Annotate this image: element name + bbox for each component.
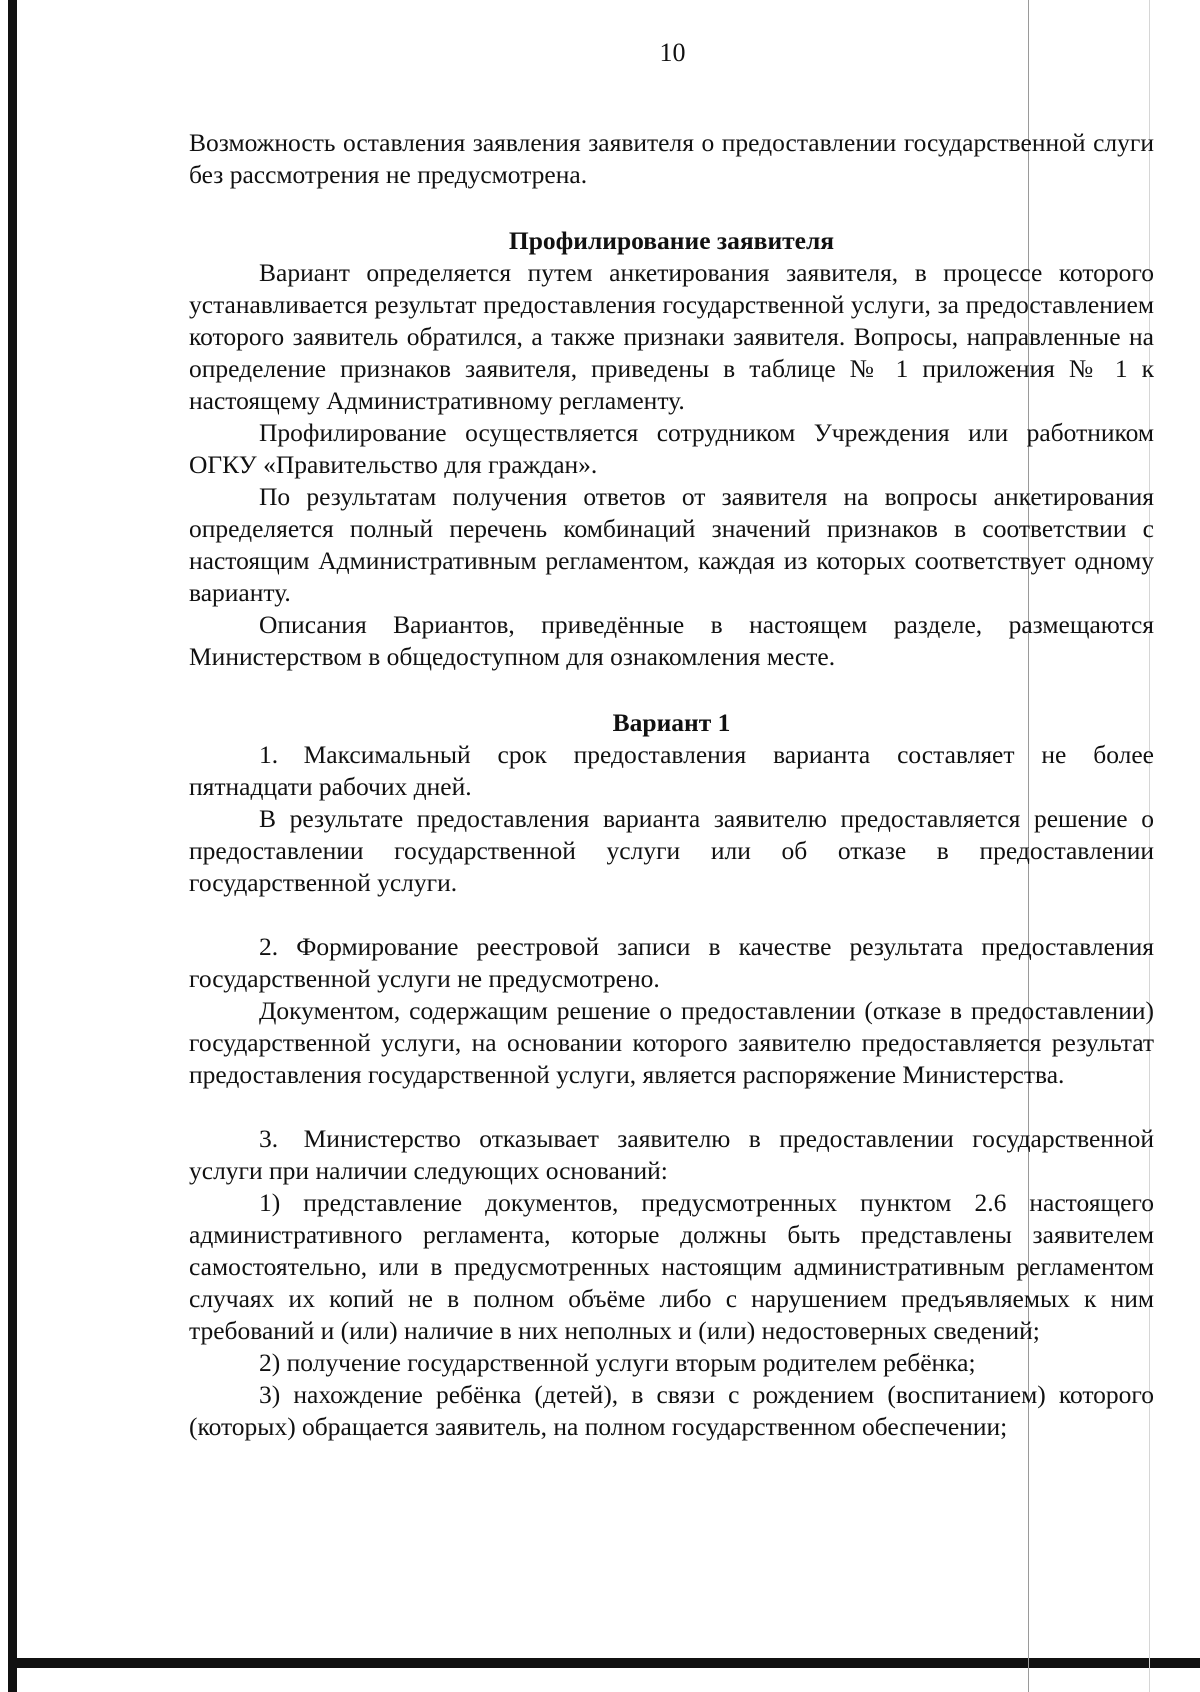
paragraph-survey-results: По результатам получения ответов от заявителя на вопросы анкетирования определяется полный перечень комбинаций значений признаков в соответствии с настоящим Административным регламентом, каждая из которых соответствует одному варианту. [189,482,1154,607]
paragraph-variant-descriptions: Описания Вариантов, приведённые в настоящем разделе, размещаются Министерством в общедоступном для ознакомления месте. [189,610,1154,671]
scan-edge-left [8,0,17,1692]
list-item-ground-3: 3) нахождение ребёнка (детей), в связи с рождением (воспитанием) которого (которых) обращается заявитель, на полном государственном обеспечении; [189,1380,1154,1441]
paragraph-decision-document: Документом, содержащим решение о предоставлении (отказе в предоставлении) государственной услуги, на основании которого заявителю предоставляется результат предоставления государственной услуги, является распоряжение Министерства. [189,996,1154,1089]
paragraph-max-term: 1. Максимальный срок предоставления варианта составляет не более пятнадцати рабочих дней. [189,740,1154,801]
list-item-ground-1: 1) представление документов, предусмотренных пунктом 2.6 настоящего административного регламента, которые должны быть представлены заявителем самостоятельно, или в предусмотренных настоящим административным регламентом случаях их копий не в полном объёме либо с нарушением предъявляемых к ним требований и (или) наличие в них неполных и (или) недостоверных сведений; [189,1188,1154,1345]
paragraph-registry-record: 2. Формирование реестровой записи в качестве результата предоставления государственной услуги не предусмотрено. [189,932,1154,993]
scan-edge-bottom [8,1658,1200,1668]
list-item-ground-2: 2) получение государственной услуги вторым родителем ребёнка; [259,1348,976,1377]
heading-applicant-profiling: Профилирование заявителя [508,226,835,255]
heading-variant-1: Вариант 1 [612,708,731,737]
document-body [189,127,1154,1443]
page-number: 10 [659,38,686,67]
paragraph-profiling-staff: Профилирование осуществляется сотрудником Учреждения или работником ОГКУ «Правительство для граждан». [189,418,1154,479]
paragraph-no-dismissal: Возможность оставления заявления заявителя о предоставлении государственной слуги без рассмотрения не предусмотрена. [189,128,1154,189]
paragraph-refusal-grounds: 3. Министерство отказывает заявителю в предоставлении государственной услуги при наличии следующих оснований: [189,1124,1154,1185]
paragraph-variant-result: В результате предоставления варианта заявителю предоставляется решение о предоставлении государственной услуги или об отказе в предоставлении государственной услуги. [189,804,1154,897]
paragraph-variant-definition: Вариант определяется путем анкетирования заявителя, в процессе которого устанавливается результат предоставления государственной услуги, за предоставлением которого заявитель обратился, а также признаки заявителя. Вопросы, направленные на определение признаков заявителя, приведены в таблице № 1 приложения № 1 к настоящему Административному регламенту. [189,258,1154,415]
